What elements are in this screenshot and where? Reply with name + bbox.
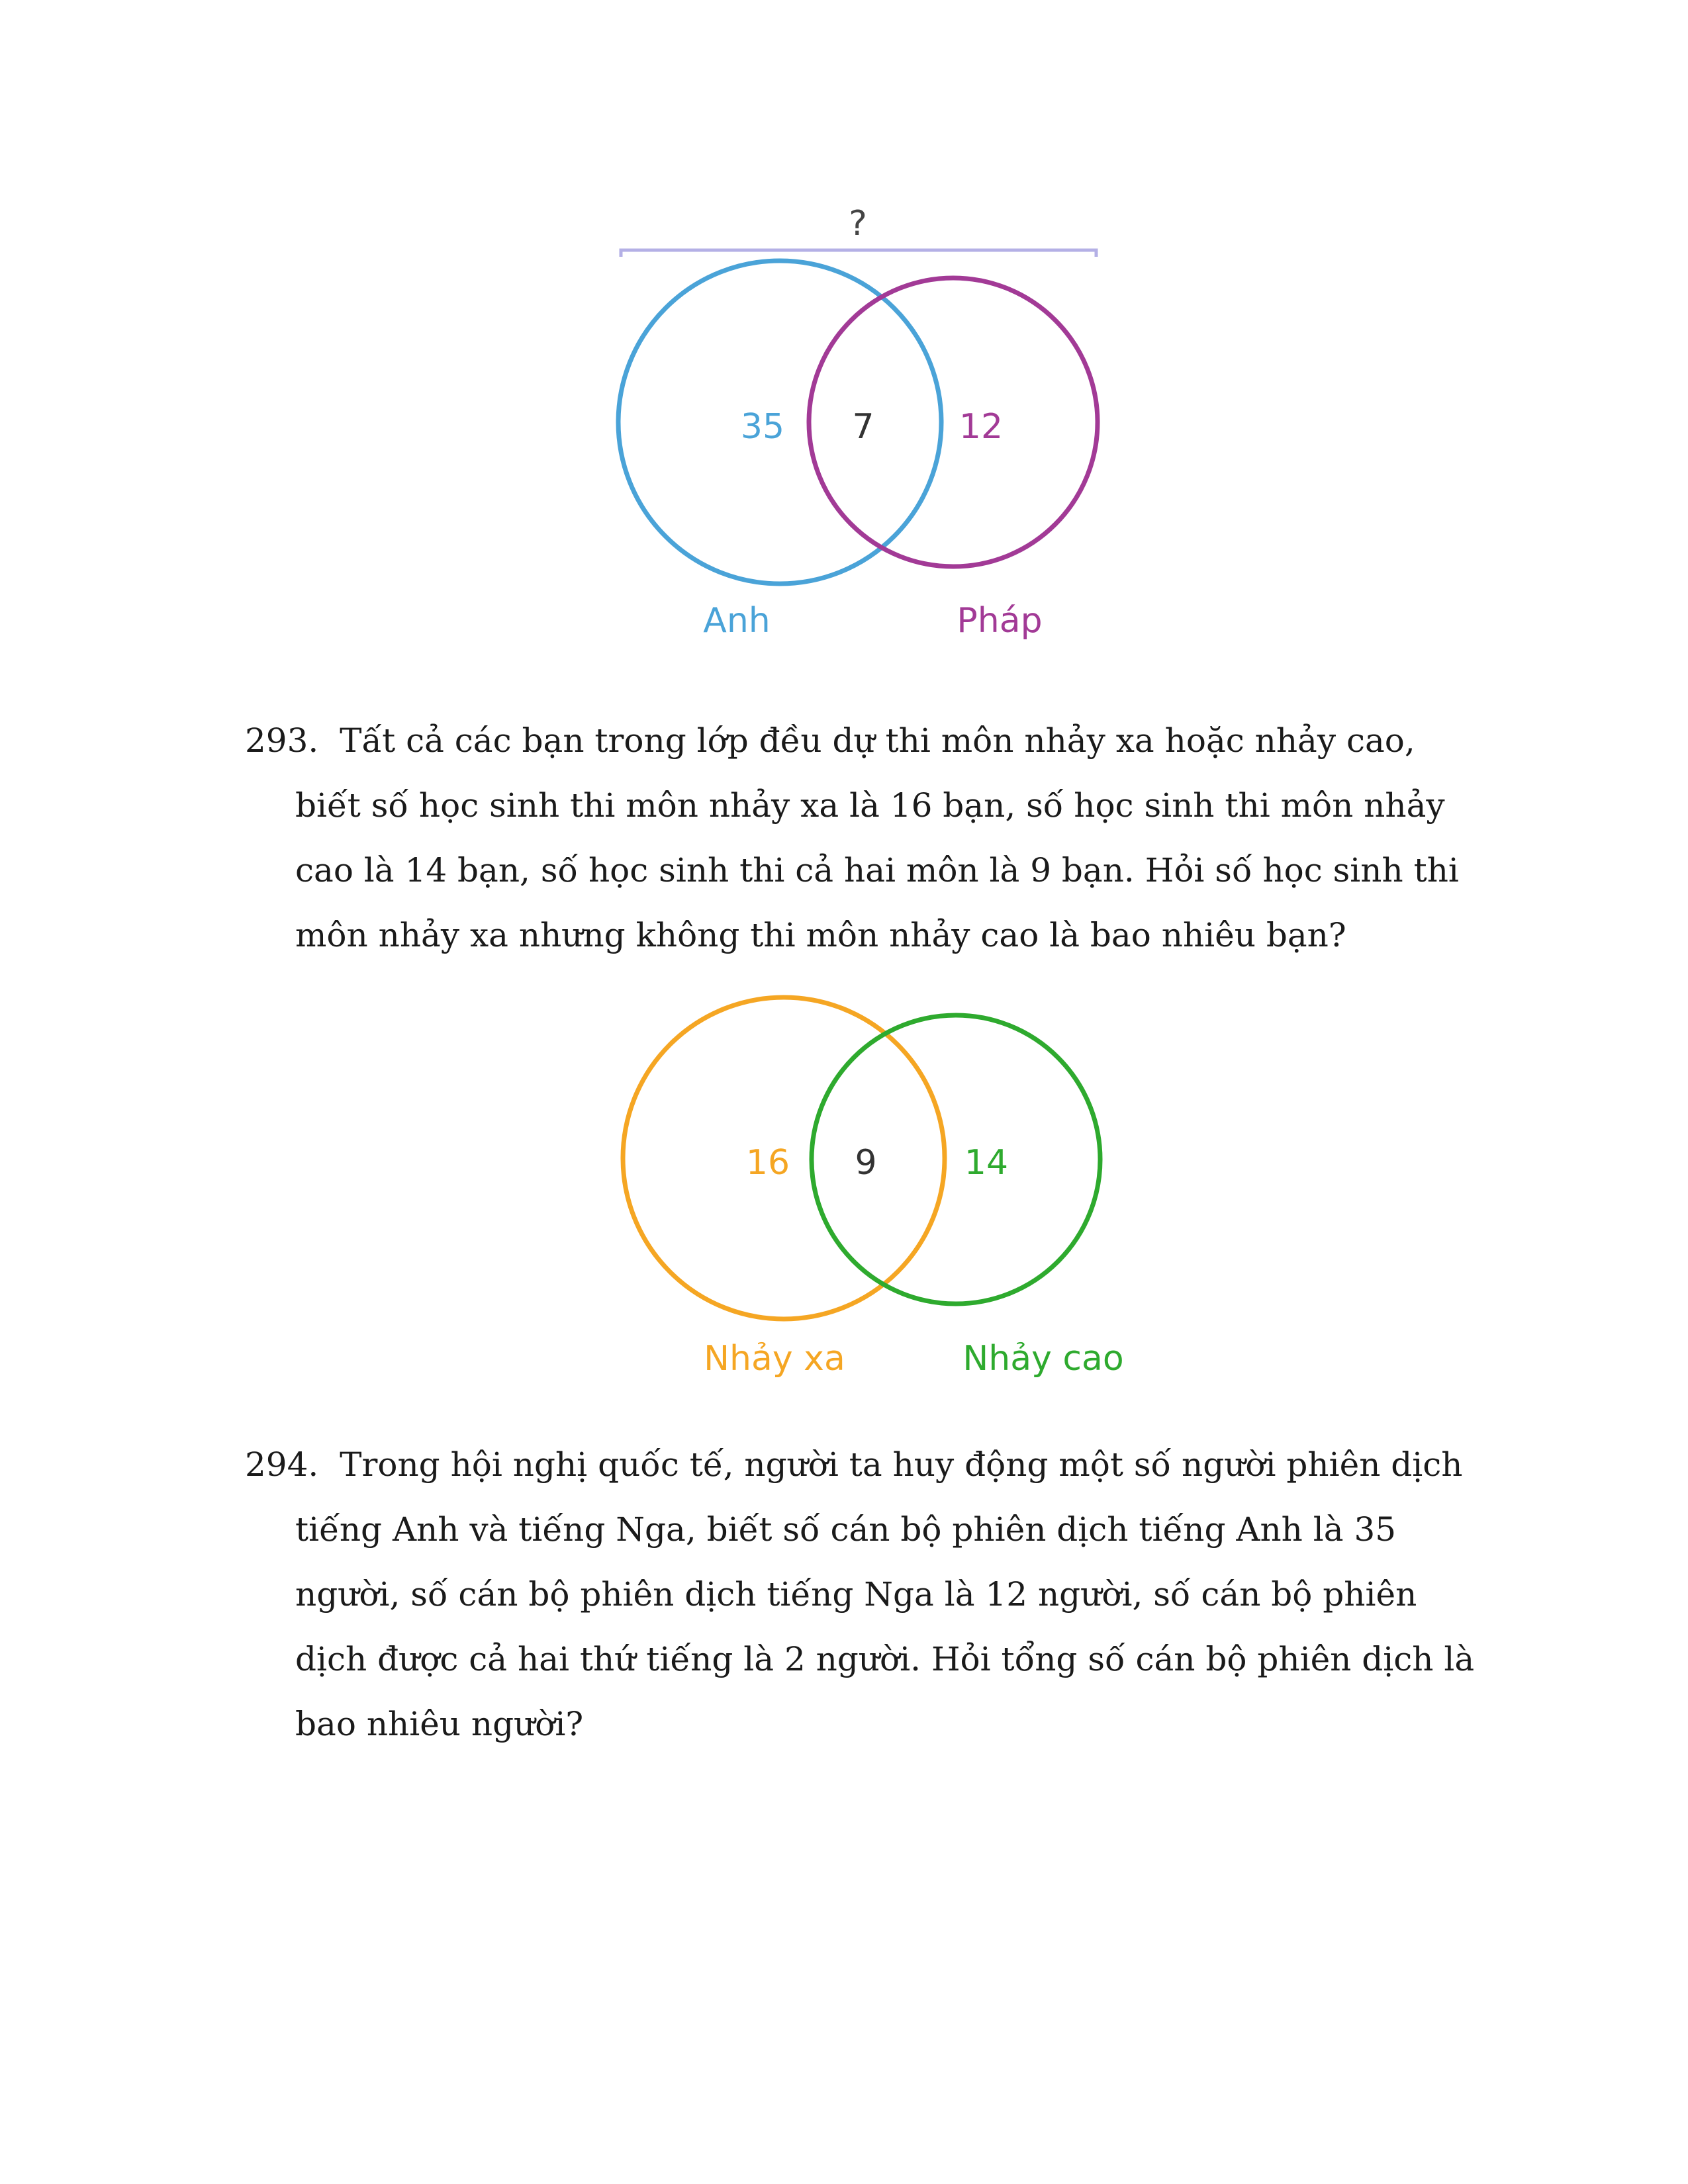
phap-caption: Pháp: [957, 601, 1043, 641]
problem-text: Trong hội nghị quốc tế, người ta huy động một số người phiên dịch tiếng Anh và tiếng Nga, biết số cán bộ phiên dịch tiếng Anh là 35 người, số cán bộ phiên dịch tiếng Nga là 12 người, số cán bộ phiên dịch được cả hai thứ tiếng là 2 người. Hỏi tổng số cán bộ phiên dịch là bao nhiêu người?: [295, 1445, 1475, 1743]
problem-number: 293.: [245, 721, 319, 760]
intersection-value: 9: [855, 1143, 877, 1183]
problem-294: [245, 1432, 1483, 1756]
phap-only-value: 12: [959, 407, 1004, 447]
bracket-question-mark: ?: [849, 204, 867, 244]
anh-caption: Anh: [703, 601, 771, 641]
nhay-cao-only-value: 14: [964, 1143, 1009, 1183]
anh-only-value: 35: [740, 407, 785, 447]
intersection-value: 7: [852, 407, 874, 447]
problem-text: Tất cả các bạn trong lớp đều dự thi môn nhảy xa hoặc nhảy cao, biết số học sinh thi môn nhảy xa là 16 bạn, số học sinh thi môn nhảy cao là 14 bạn, số học sinh thi cả hai môn là 9 bạn. Hỏi số học sinh thi môn nhảy xa nhưng không thi môn nhảy cao là bao nhiêu bạn?: [295, 721, 1459, 954]
problem-number: 294.: [245, 1445, 319, 1484]
nhay-cao-caption: Nhảy cao: [962, 1339, 1124, 1379]
nhay-xa-caption: Nhảy xa: [704, 1339, 845, 1379]
nhay-xa-only-value: 16: [745, 1143, 790, 1183]
